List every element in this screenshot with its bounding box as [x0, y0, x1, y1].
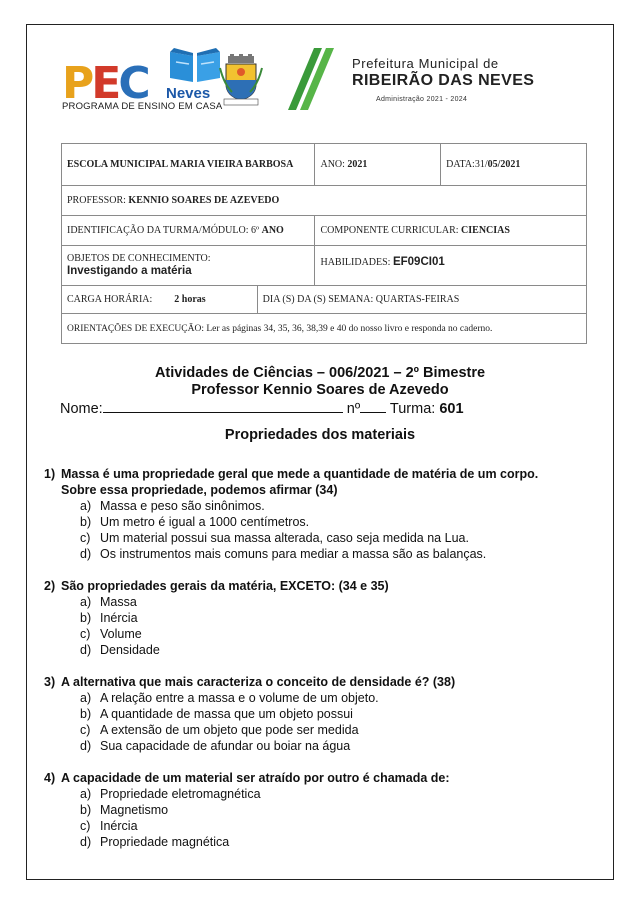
- option-d[interactable]: [80, 834, 604, 850]
- class-label: Turma:: [389, 401, 440, 417]
- green-stripes-icon: [288, 48, 334, 110]
- class-id-label: IDENTIFICAÇÃO DA TURMA/MÓDULO: 6º: [67, 224, 262, 236]
- name-label: Nome:: [60, 401, 103, 417]
- option-text: Densidade: [100, 643, 160, 657]
- year-cell: [315, 144, 441, 186]
- option-text: Um material possui sua massa alterada, caso seja medida na Lua.: [100, 531, 469, 545]
- option-letter: d): [80, 739, 92, 753]
- subject-value: CIENCIAS: [461, 224, 510, 236]
- pec-letter-p: P: [62, 58, 92, 109]
- option-letter: c): [80, 627, 91, 641]
- pec-neves-word: Neves: [166, 85, 211, 102]
- question-text: [44, 466, 604, 482]
- question-text: [44, 578, 604, 594]
- open-book-icon: [166, 44, 224, 84]
- question-number: 1): [44, 467, 56, 481]
- answer-options: [44, 690, 604, 754]
- option-letter: a): [80, 691, 92, 705]
- option-text: Um metro é igual a 1000 centímetros.: [100, 515, 310, 529]
- class-id-cell: [62, 216, 315, 246]
- question-text: [44, 674, 604, 690]
- question-1: [44, 466, 604, 562]
- class-value: 601: [439, 401, 464, 417]
- option-c[interactable]: [80, 818, 604, 834]
- option-text: A quantidade de massa que um objeto possui: [100, 707, 353, 721]
- answer-options: [44, 594, 604, 658]
- option-c[interactable]: [80, 530, 604, 546]
- option-a[interactable]: [80, 594, 604, 610]
- option-text: A relação entre a massa e o volume de um objeto.: [100, 691, 379, 705]
- option-letter: b): [80, 803, 92, 817]
- year-label: ANO:: [320, 158, 348, 170]
- option-text: Inércia: [100, 819, 138, 833]
- name-blank[interactable]: [103, 398, 343, 413]
- knowledge-objects-cell: [62, 246, 315, 286]
- option-a[interactable]: [80, 690, 604, 706]
- question-number: 4): [44, 771, 56, 785]
- question-4: [44, 770, 604, 850]
- answer-options: [44, 786, 604, 850]
- answer-options: [44, 498, 604, 562]
- question-3: [44, 674, 604, 754]
- option-c[interactable]: [80, 626, 604, 642]
- option-a[interactable]: [80, 498, 604, 514]
- teacher-value: KENNIO SOARES DE AZEVEDO: [128, 194, 280, 206]
- option-letter: c): [80, 819, 91, 833]
- option-a[interactable]: [80, 786, 604, 802]
- option-text: Propriedade magnética: [100, 835, 230, 849]
- option-text: Massa e peso são sinônimos.: [100, 499, 265, 513]
- option-text: Propriedade eletromagnética: [100, 787, 261, 801]
- administration-period: Administração 2021 - 2024: [376, 96, 468, 103]
- subject-cell: [315, 216, 587, 246]
- pec-letter-e: E: [91, 58, 119, 109]
- date-value: 05/2021: [487, 158, 521, 170]
- option-letter: b): [80, 611, 92, 625]
- student-name-line: [60, 398, 464, 417]
- question-number: 2): [44, 579, 56, 593]
- option-b[interactable]: [80, 514, 604, 530]
- option-b[interactable]: [80, 610, 604, 626]
- knowledge-objects-label: OBJETOS DE CONHECIMENTO:: [67, 253, 211, 264]
- subject-label: COMPONENTE CURRICULAR:: [320, 224, 462, 236]
- option-d[interactable]: [80, 546, 604, 562]
- workload-label: CARGA HORÁRIA:: [67, 293, 153, 305]
- school-name: ESCOLA MUNICIPAL MARIA VIEIRA BARBOSA: [62, 144, 315, 186]
- option-letter: d): [80, 643, 92, 657]
- option-letter: b): [80, 515, 92, 529]
- number-blank[interactable]: [360, 398, 386, 413]
- prefeitura-title: Prefeitura Municipal de: [352, 56, 499, 71]
- teacher-label: PROFESSOR:: [67, 194, 129, 206]
- year-value: 2021: [347, 158, 368, 170]
- municipality-name: RIBEIRÃO DAS NEVES: [352, 72, 535, 89]
- question-text-continued: Sobre essa propriedade, podemos afirmar (34): [61, 483, 338, 497]
- option-letter: c): [80, 723, 91, 737]
- number-label: nº: [346, 401, 361, 417]
- question-text: [44, 770, 604, 786]
- question-statement: A alternativa que mais caracteriza o conceito de densidade é? (38): [61, 675, 456, 689]
- workload-value: 2 horas: [174, 293, 206, 305]
- option-letter: d): [80, 547, 92, 561]
- option-text: Massa: [100, 595, 137, 609]
- date-cell: [441, 144, 587, 186]
- question-statement: São propriedades gerais da matéria, EXCETO: (34 e 35): [61, 579, 389, 593]
- question-statement: Massa é uma propriedade geral que mede a quantidade de matéria de um corpo.: [61, 467, 539, 481]
- activity-title: Atividades de Ciências – 006/2021 – 2º Bimestre: [154, 365, 486, 381]
- skills-value: EF09CI01: [392, 256, 445, 268]
- pec-letter-c: C: [118, 58, 148, 109]
- weekdays-cell: DIA (S) DA (S) SEMANA: QUARTAS-FEIRAS: [257, 286, 586, 314]
- pec-letters: [62, 58, 148, 109]
- option-text: Magnetismo: [100, 803, 169, 817]
- question-statement: A capacidade de um material ser atraído por outro é chamada de:: [61, 771, 450, 785]
- option-text: Sua capacidade de afundar ou boiar na água: [100, 739, 351, 753]
- option-text: A extensão de um objeto que pode ser medida: [100, 723, 359, 737]
- teacher-cell: [62, 186, 587, 216]
- workload-cell: [62, 286, 258, 314]
- knowledge-objects-value: Investigando a matéria: [67, 265, 192, 277]
- option-letter: d): [80, 835, 92, 849]
- option-letter: a): [80, 499, 92, 513]
- question-number: 3): [44, 675, 56, 689]
- option-text: Inércia: [100, 611, 138, 625]
- municipal-crest-icon: [218, 54, 264, 106]
- activity-teacher: Professor Kennio Soares de Azevedo: [191, 382, 449, 398]
- option-b[interactable]: [80, 802, 604, 818]
- activity-subtitle: Propriedades dos materiais: [224, 427, 416, 443]
- skills-label: HABILIDADES:: [320, 257, 393, 268]
- option-b[interactable]: [80, 706, 604, 722]
- school-info-table: [61, 143, 587, 344]
- class-id-value: ANO: [261, 224, 284, 236]
- option-text: Volume: [100, 627, 142, 641]
- option-letter: a): [80, 595, 92, 609]
- skills-cell: [315, 246, 587, 286]
- option-letter: b): [80, 707, 92, 721]
- option-d[interactable]: [80, 642, 604, 658]
- option-letter: a): [80, 787, 92, 801]
- date-label: DATA:31/: [446, 158, 488, 170]
- question-2: [44, 578, 604, 658]
- option-letter: c): [80, 531, 91, 545]
- pec-subtitle: PROGRAMA DE ENSINO EM CASA: [62, 101, 223, 112]
- option-text: Os instrumentos mais comuns para mediar a massa são as balanças.: [100, 547, 487, 561]
- option-c[interactable]: [80, 722, 604, 738]
- option-d[interactable]: [80, 738, 604, 754]
- instructions-cell: ORIENTAÇÕES DE EXECUÇÃO: Ler as páginas 34, 35, 36, 38,39 e 40 do nosso livro e responda no caderno.: [62, 314, 587, 344]
